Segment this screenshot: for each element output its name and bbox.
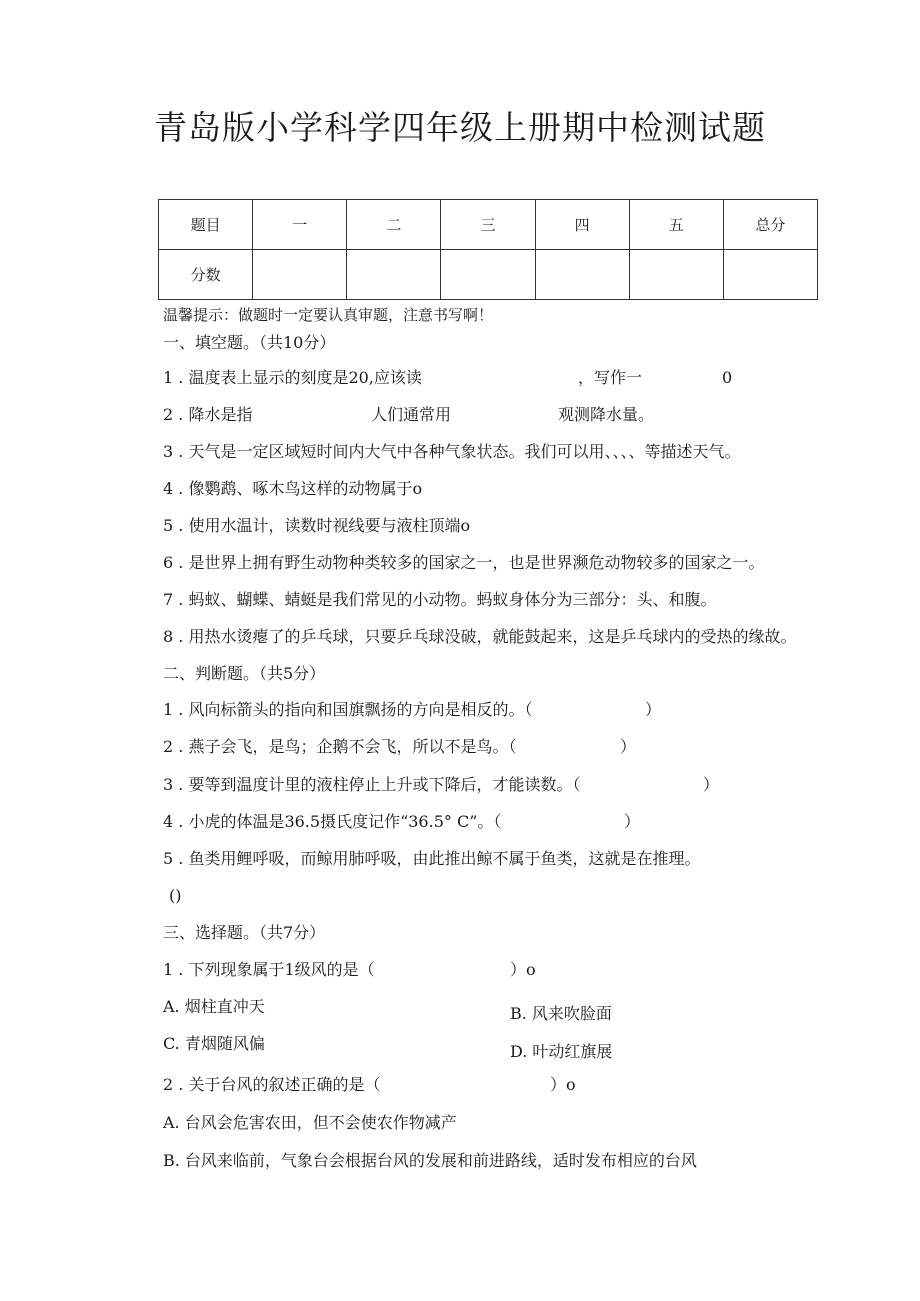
question-text: 6 . 是世界上拥有野生动物种类较多的国家之一，也是世界濒危动物较多的国家之一。 (163, 553, 765, 572)
question-text: 3 . 天气是一定区域短时间内大气中各种气象状态。我们可以用、、、、等描述天气。 (163, 442, 741, 461)
table-cell: 二 (347, 200, 441, 250)
table-cell: 五 (629, 200, 723, 250)
tip-text: 温馨提示：做题时一定要认真审题，注意书写啊！ (163, 306, 494, 324)
option-b: B. 台风来临前，气象台会根据台风的发展和前进路线，适时发布相应的台风 (163, 1151, 697, 1170)
question-text: 人们通常用 (371, 405, 452, 424)
question-text: 5 . 使用水温计，读数时视线要与液柱顶端o (163, 516, 471, 535)
score-input-cell[interactable] (253, 250, 347, 300)
question-text: ） (645, 700, 662, 719)
table-cell: 题目 (159, 200, 253, 250)
table-cell: 一 (253, 200, 347, 250)
score-input-cell[interactable] (535, 250, 629, 300)
question-text: ） (703, 775, 720, 794)
question-text: 0 (722, 368, 733, 387)
question-text: 2 . 燕子会飞，是鸟；企鹅不会飞，所以不是鸟。（ (163, 737, 517, 756)
score-table (158, 199, 818, 300)
question-text: ） (620, 737, 637, 756)
table-cell: 四 (535, 200, 629, 250)
question-text: 1 . 温度表上显示的刻度是20,应该读 (163, 368, 422, 387)
question-text: 1 . 下列现象属于1级风的是（ (163, 960, 375, 979)
score-input-cell[interactable] (441, 250, 535, 300)
section-heading: 三、选择题。（共7分） (163, 923, 326, 942)
question-text: 观测降水量。 (558, 405, 655, 424)
section-heading: 一、填空题。（共10分） (163, 333, 336, 352)
question-text: 3 . 要等到温度计里的液柱停止上升或下降后，才能读数。（ (163, 775, 581, 794)
question-text: 4 . 像鹦鹉、啄木鸟这样的动物属于o (163, 479, 423, 498)
table-cell: 分数 (159, 250, 253, 300)
option-a: A. 烟柱直冲天 (163, 997, 265, 1016)
question-text: 8 . 用热水烫瘪了的乒乓球，只要乒乓球没破，就能鼓起来，这是乒乓球内的受热的缘故。 (163, 627, 797, 646)
section-heading: 二、判断题。（共5分） (163, 664, 326, 683)
question-text: 7 . 蚂蚁、蝴蝶、蜻蜓是我们常见的小动物。蚂蚁身体分为三部分：头、和腹。 (163, 590, 717, 609)
question-text: 1 . 风向标箭头的指向和国旗飘扬的方向是相反的。（ (163, 700, 533, 719)
question-text: 4 . 小虎的体温是36.5摄氏度记作“36.5° C”。（ (163, 812, 502, 831)
question-text: 2 . 关于台风的叙述正确的是（ (163, 1075, 381, 1094)
score-input-cell[interactable] (347, 250, 441, 300)
table-row (159, 200, 818, 250)
question-text: ，写作一 (578, 368, 643, 387)
question-text: 2 . 降水是指 (163, 405, 253, 424)
score-input-cell[interactable] (629, 250, 723, 300)
table-row (159, 250, 818, 300)
table-cell: 三 (441, 200, 535, 250)
answer-brackets: () (169, 886, 182, 905)
question-text: ） (624, 812, 641, 831)
page-title: 青岛版小学科学四年级上册期中检测试题 (154, 108, 766, 147)
table-cell: 总分 (723, 200, 817, 250)
option-d: D. 叶动红旗展 (510, 1042, 613, 1061)
question-text: ）o (550, 1075, 576, 1094)
option-c: C. 青烟随风偏 (163, 1034, 265, 1053)
option-a: A. 台风会危害农田，但不会使农作物减产 (163, 1113, 457, 1132)
question-text: 5 . 鱼类用鲤呼吸，而鲸用肺呼吸，由此推出鲸不属于鱼类，这就是在推理。 (163, 849, 701, 868)
option-b: B. 风来吹脸面 (510, 1004, 612, 1023)
score-input-cell[interactable] (723, 250, 817, 300)
question-text: ）o (510, 960, 536, 979)
